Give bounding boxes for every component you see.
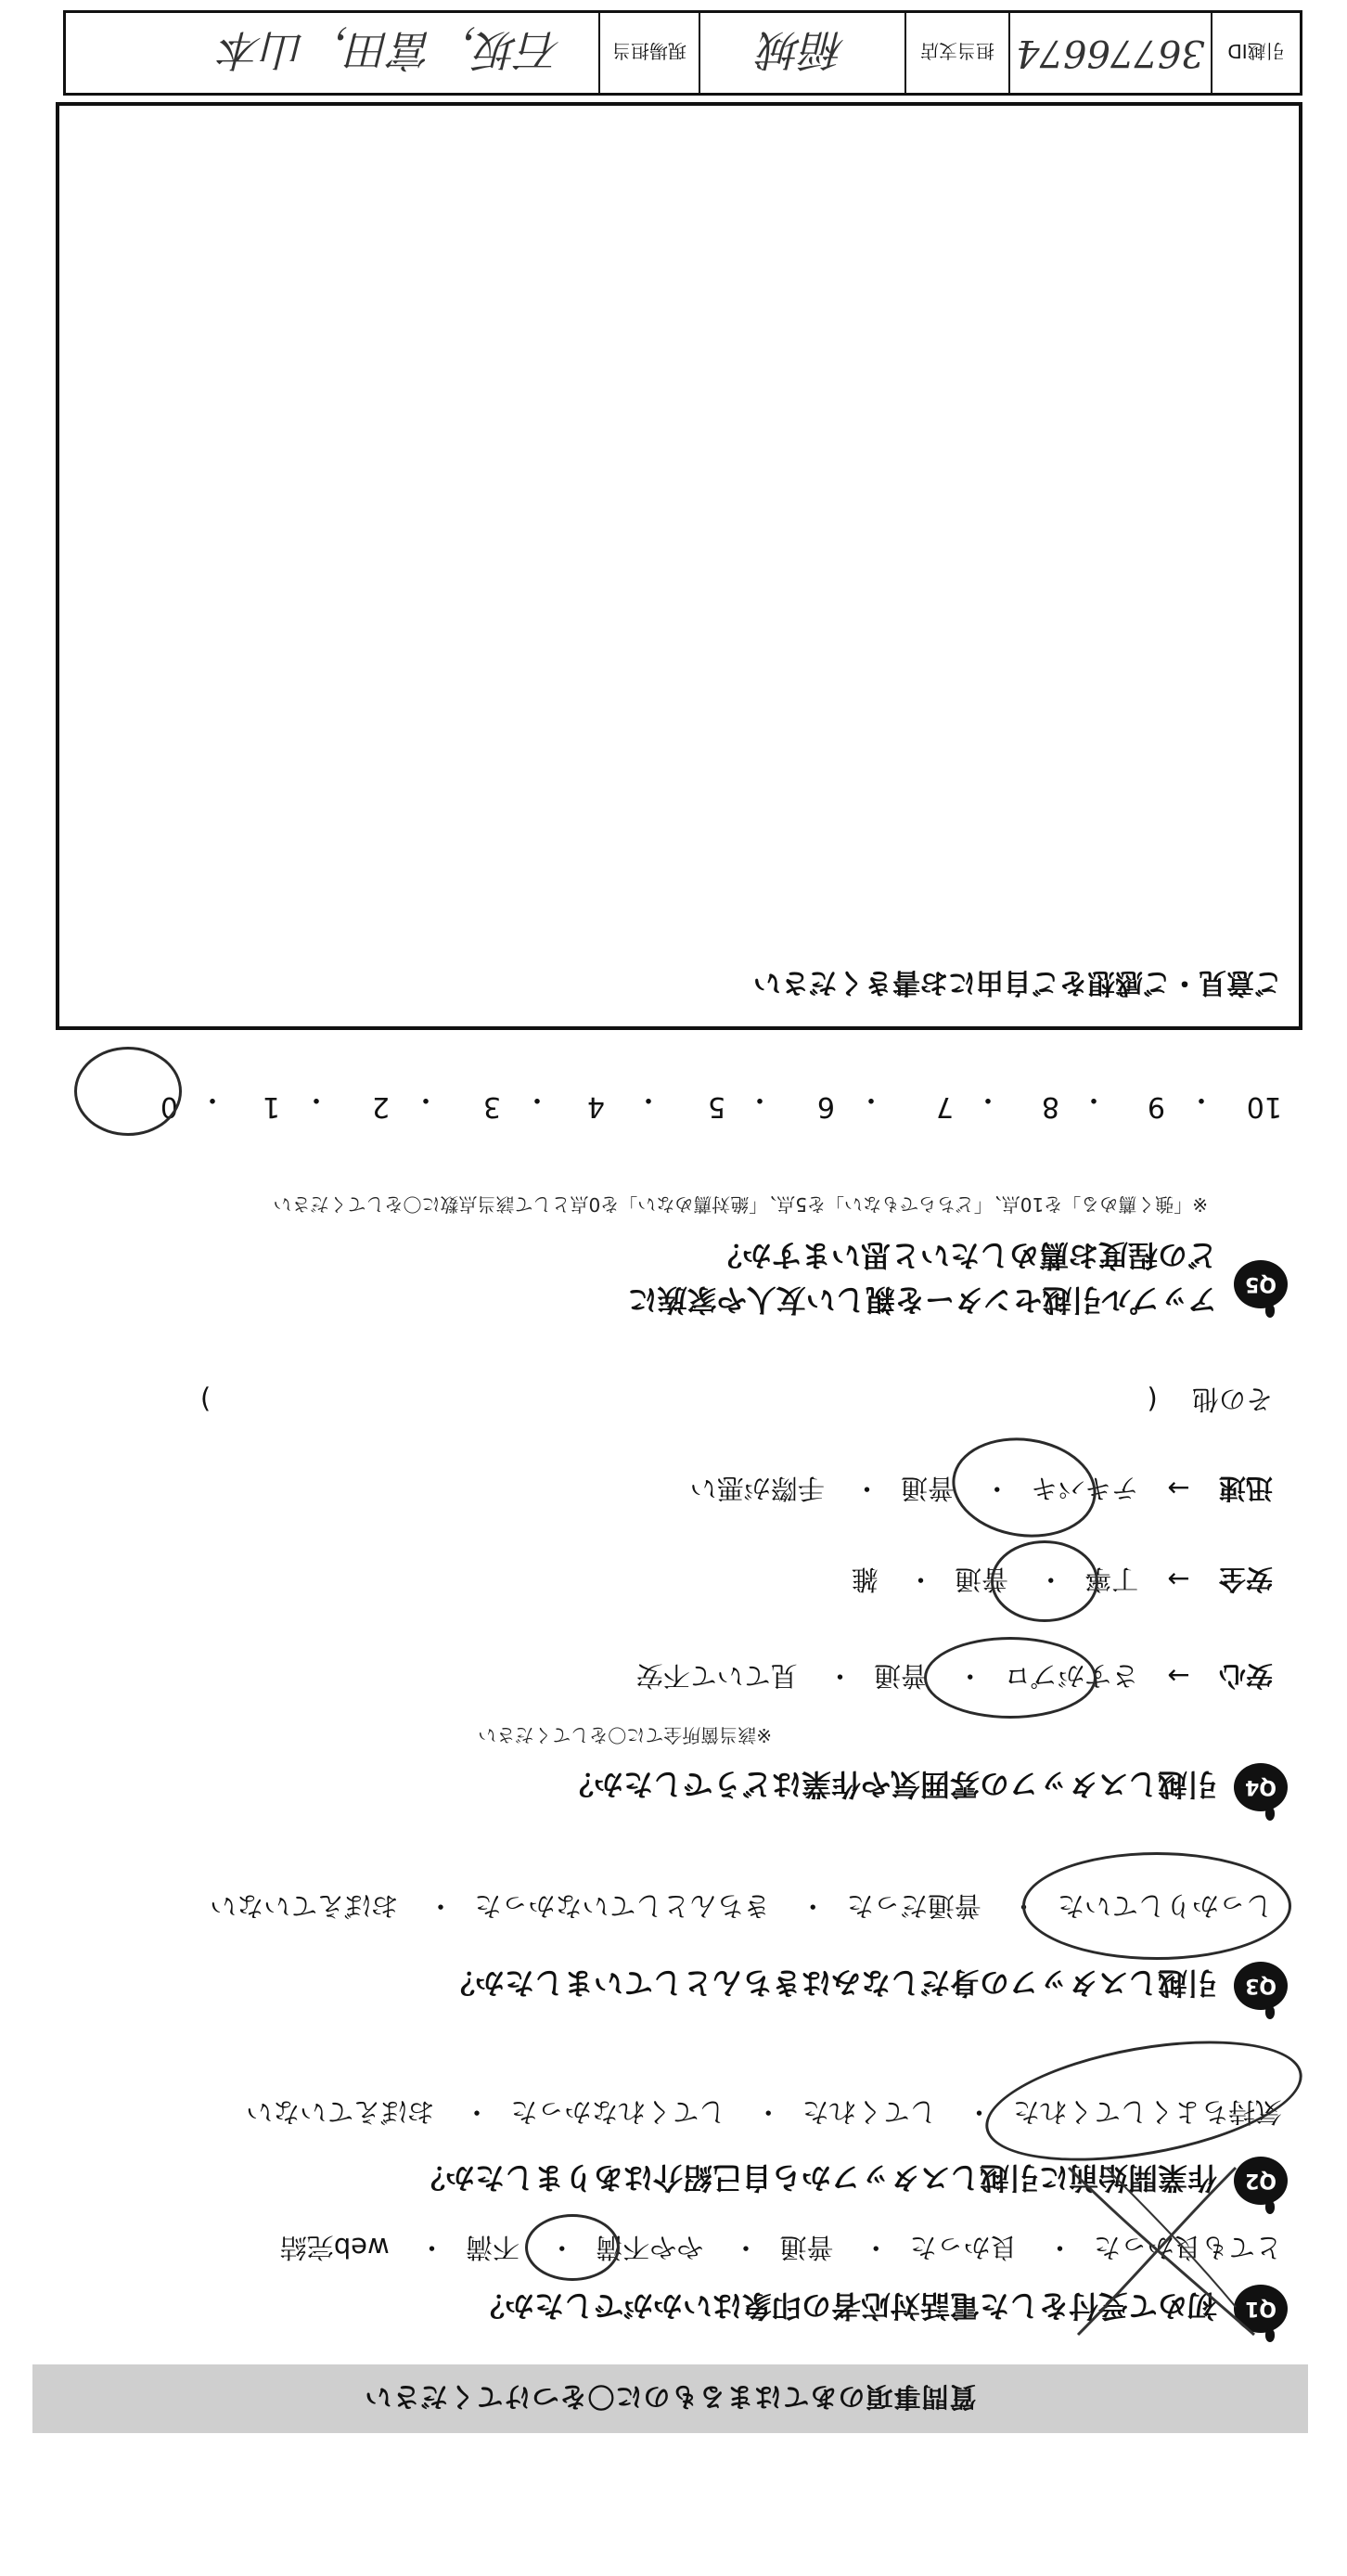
q1-option[interactable]: 不満 <box>465 2232 520 2263</box>
q3-option[interactable]: しっかりしていた <box>1057 1890 1273 1922</box>
scale-value[interactable]: 5 <box>707 1090 725 1123</box>
scale-value[interactable]: 6 <box>816 1090 835 1123</box>
q4-other-close: ) <box>199 1384 212 1415</box>
q2-option[interactable]: してくれた <box>802 2096 937 2128</box>
q4-question: 引越しスタッフの雰囲気や作業はどうでしたか？ <box>563 1767 1217 1802</box>
q2-badge-icon: Q2 <box>1234 2157 1288 2205</box>
q3-options: しっかりしていた・ 普通だった・ きちんとしていなかった・ おぼえていない <box>210 1888 1273 1926</box>
q1-question: 初めて受付をした電話対応者の印象はいかがでしたか？ <box>474 2288 1217 2324</box>
q4-row-anshin: 安心 → さすがプロ・ 普通・ 見ていて不安 <box>636 1658 1273 1696</box>
q1-option[interactable]: やや不満 <box>596 2232 704 2263</box>
q4-option[interactable]: 丁寧 <box>1084 1564 1139 1595</box>
q4-option[interactable]: 普通 <box>900 1473 955 1504</box>
q4-option[interactable]: 手際が悪い <box>689 1473 825 1504</box>
scale-value[interactable]: 4 <box>586 1090 605 1123</box>
q3-badge-icon: Q3 <box>1234 1962 1288 2010</box>
scale-value[interactable]: 9 <box>1147 1090 1165 1123</box>
q4-option[interactable]: 普通 <box>954 1564 1008 1595</box>
q1-option[interactable]: web完結 <box>279 2232 390 2263</box>
q4-row-jinsoku: 迅速 → テキパキ・ 普通・ 手際が悪い <box>690 1471 1273 1509</box>
instruction-banner: 質問事項のあてはまるものに〇をつけてください <box>32 2364 1308 2433</box>
q4-other-open: ( <box>1147 1384 1158 1415</box>
q2-question: 作業開始前に引越しスタッフから自己紹介はありましたか？ <box>415 2160 1217 2196</box>
q4-row-label: 安全 <box>1218 1564 1273 1595</box>
branch-label: 担当支店 <box>904 13 1008 93</box>
scale-value[interactable]: 3 <box>482 1090 501 1123</box>
q1-badge-icon: Q1 <box>1234 2285 1288 2333</box>
q5-question-line1: アップル引越センターを親しい友人や家族に <box>627 1282 1217 1318</box>
q4-option[interactable]: テキパキ <box>1031 1473 1139 1504</box>
move-id-label: 引越ID <box>1211 13 1300 93</box>
q4-option[interactable]: 見ていて不安 <box>635 1660 798 1692</box>
q4-option[interactable]: さすがプロ <box>1004 1660 1139 1692</box>
q3-option[interactable]: きちんとしていなかった <box>474 1890 771 1922</box>
q4-row-label: 安心 <box>1218 1660 1273 1692</box>
q2-option[interactable]: おぼえていない <box>246 2096 435 2128</box>
q4-option[interactable]: 雑 <box>851 1564 879 1595</box>
q3-option[interactable]: おぼえていない <box>210 1890 399 1922</box>
scale-value[interactable]: 2 <box>371 1090 390 1123</box>
staff-label: 現場担当 <box>598 13 699 93</box>
q2-option[interactable]: してくれなかった <box>510 2096 726 2128</box>
scale-value[interactable]: 0 <box>160 1090 178 1123</box>
q4-badge-icon: Q4 <box>1234 1763 1288 1811</box>
branch-value: 稲城 <box>699 13 904 93</box>
scale-value[interactable]: 7 <box>935 1090 954 1123</box>
scale-value[interactable]: 8 <box>1041 1090 1059 1123</box>
q1-option[interactable]: とても良かった <box>1093 2232 1282 2263</box>
scale-value[interactable]: 10 <box>1246 1090 1282 1123</box>
nps-scale: 10 ・ 9 ・ 8 ・ 7 ・ 6 ・ 5 ・ 4 ・ 3 ・ 2 ・ 1 ・ 0 <box>160 1083 1282 1123</box>
q3-question: 引越しスタッフの身だしなみはきちんとしていましたか？ <box>444 1965 1217 2001</box>
staff-value: 石坂，富田，山本 <box>220 25 561 75</box>
q4-note: ※該当箇所全てに〇をしてください <box>478 1724 772 1746</box>
q4-option[interactable]: 普通 <box>873 1660 928 1692</box>
q5-note: ※「強く薦める」を10点、「どちらでもない」を5点、「絶対薦めない」を0点として該当点数に〇をしてください <box>273 1193 1208 1216</box>
q4-row-anzen: 安全 → 丁寧・ 普通・ 雑 <box>852 1562 1273 1600</box>
q4-row-label: 迅速 <box>1218 1473 1273 1504</box>
q5-question-line2: どの程度お薦めしたいと思いますか？ <box>712 1238 1217 1273</box>
q2-option[interactable]: 気持ちよくしてくれた <box>1012 2096 1282 2128</box>
q5-badge-icon: Q5 <box>1234 1260 1288 1308</box>
comment-label: ご意見・ご感想をご自由にお書きください <box>753 966 1282 998</box>
q1-options: とても良かった・ 良かった・ 普通・ やや不満・ 不満・ web完結 <box>280 2230 1282 2268</box>
q2-options: 気持ちよくしてくれた・ してくれた・ してくれなかった・ おぼえていない <box>246 2094 1282 2132</box>
q1-option[interactable]: 普通 <box>779 2232 834 2263</box>
scale-value[interactable]: 1 <box>262 1090 280 1123</box>
q4-other-label: その他 <box>1191 1384 1273 1415</box>
move-id-value: 36776674 <box>1008 13 1211 93</box>
q1-option[interactable]: 良かった <box>909 2232 1018 2263</box>
q3-option[interactable]: 普通だった <box>846 1890 981 1922</box>
